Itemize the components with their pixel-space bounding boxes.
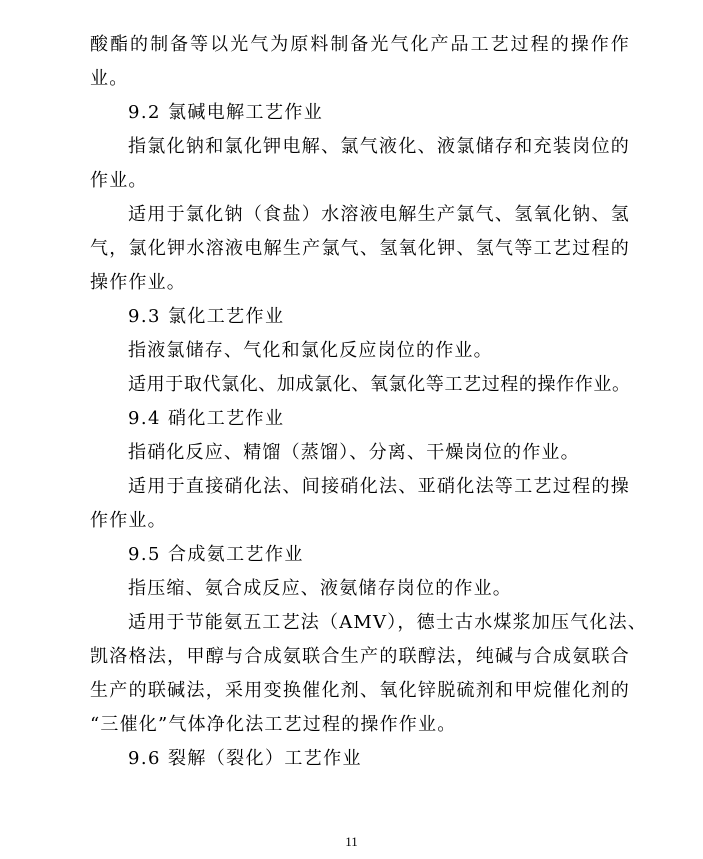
text-line: “三催化”气体净化法工艺过程的操作作业。 [90,714,457,735]
section-heading-9-5: 9.5 合成氨工艺作业 [128,544,304,565]
text-line: 适用于氯化钠（食盐）水溶液电解生产氯气、氢氧化钠、氢 [128,204,630,225]
text-line: 适用于取代氯化、加成氯化、氧氯化等工艺过程的操作作业。 [128,374,630,395]
section-heading-9-6: 9.6 裂解（裂化）工艺作业 [128,748,362,769]
text-line: 适用于节能氨五工艺法（AMV），德士古水煤浆加压气化法、 [128,612,648,633]
section-heading-9-3: 9.3 氯化工艺作业 [128,306,285,327]
text-line: 指氯化钠和氯化钾电解、氯气液化、液氯储存和充装岗位的 [128,136,630,157]
text-line: 业。 [90,68,129,89]
text-line: 作业。 [90,170,148,191]
section-heading-9-4: 9.4 硝化工艺作业 [128,408,285,429]
text-line: 作作业。 [90,510,167,531]
text-line: 指压缩、氨合成反应、液氨储存岗位的作业。 [128,578,512,599]
text-line: 生产的联碱法，采用变换催化剂、氧化锌脱硫剂和甲烷催化剂的 [90,680,630,701]
text-line: 酸酯的制备等以光气为原料制备光气化产品工艺过程的操作作 [90,34,630,55]
text-line: 指液氯储存、气化和氯化反应岗位的作业。 [128,340,493,361]
text-line: 指硝化反应、精馏（蒸馏）、分离、干燥岗位的作业。 [128,442,580,463]
section-heading-9-2: 9.2 氯碱电解工艺作业 [128,102,324,123]
text-line: 气，氯化钾水溶液电解生产氯气、氢氧化钾、氢气等工艺过程的 [90,238,630,259]
text-line: 适用于直接硝化法、间接硝化法、亚硝化法等工艺过程的操 [128,476,630,497]
page-number: 11 [345,834,358,849]
text-line: 操作作业。 [90,272,186,293]
text-line: 凯洛格法，甲醇与合成氨联合生产的联醇法，纯碱与合成氨联合 [90,646,630,667]
